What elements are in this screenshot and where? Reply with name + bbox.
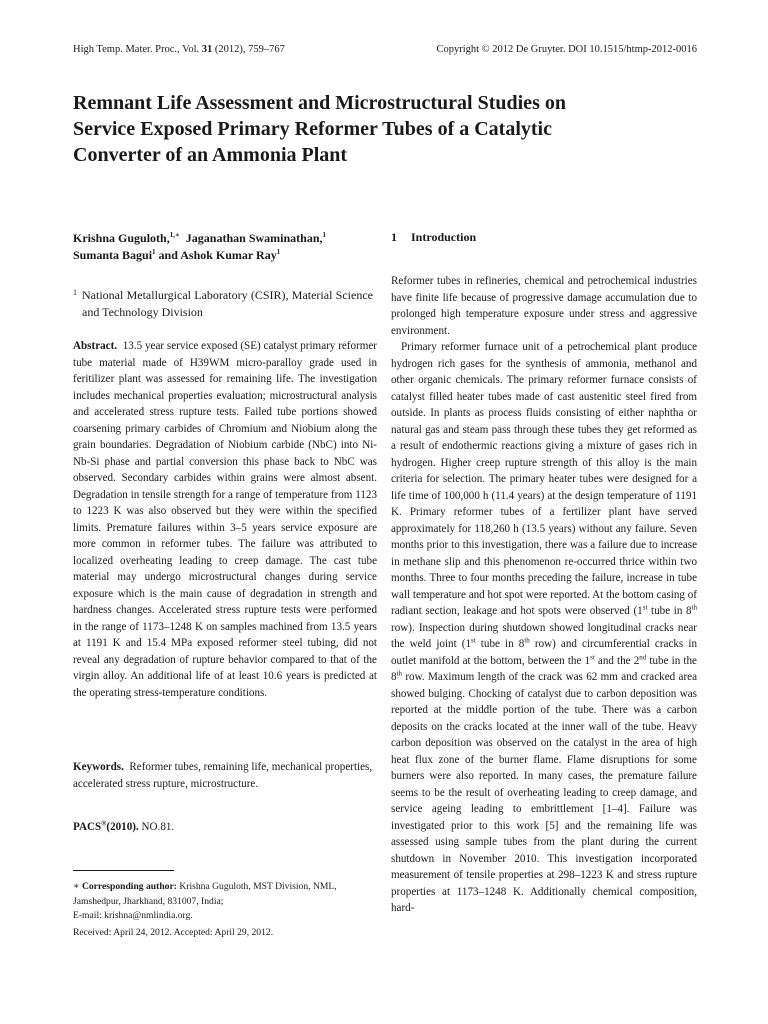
paper-title [73,90,703,168]
author-name: Krishna Guguloth, [73,231,170,245]
keywords [73,759,377,792]
affiliation-text: National Metallurgical Laboratory (CSIR), Material Science and Technology Division [82,288,373,319]
title-line: Service Exposed Primary Reformer Tubes of a Catalytic [73,118,552,140]
keywords-text: Reformer tubes, remaining life, mechanical properties, accelerated stress rupture, microstructure. [73,761,373,790]
received-accepted-dates: Received: April 24, 2012. Accepted: April 29, 2012. [73,927,274,938]
pacs-value: NO.81. [141,821,175,833]
journal-citation [73,44,285,55]
abstract [73,338,377,701]
pacs-year: (2010). [106,821,139,833]
intro-paragraph: Reformer tubes in refineries, chemical and petrochemical industries have finite life because of progressive damage accumulation due to prolonged high temperature exposure under stress and aggressive environment. [391,275,697,337]
author-affil-mark: 1 [152,248,156,256]
section-title: Introduction [411,230,477,244]
section-number: 1 [391,230,397,244]
journal-name: High Temp. Mater. Proc., Vol. [73,44,200,55]
author-name: Jaganathan Swaminathan, [185,231,323,245]
title-line: Remnant Life Assessment and Microstructural Studies on [73,92,566,114]
corresponding-author-footnote [73,880,383,924]
pacs-label: PACS [73,821,102,833]
author-name: Sumanta Bagui [73,248,153,262]
author-name: Ashok Kumar Ray [180,248,277,262]
pacs-code [73,819,377,836]
title-line: Converter of an Ammonia Plant [73,144,348,166]
journal-volume: 31 [201,44,213,55]
author-affil-mark: 1 [276,248,281,256]
registered-mark: ® [101,819,107,828]
affiliation-mark: 1 [73,288,77,297]
journal-year-pages: (2012), 759–767 [214,44,285,55]
author-conjunction: and [158,248,178,262]
section-heading [391,230,476,245]
abstract-label: Abstract. [73,340,118,352]
footnote-text: Jamshedpur, Jharkhand, 831007, India; [73,895,224,907]
abstract-text: 13.5 year service exposed (SE) catalyst primary reformer tube material made of H39WM micro-paralloy grade used in feritilizer plant was assessed for remaining life. The investigation includes mechanical properties evaluation; microstructural analysis and accelerated stress rupture tests. Failed tube portions showed coarsening primary carbides of Chromium and Niobium along the grain boundaries. Degradation of Niobium carbide (NbC) into Ni-Nb-Si phase and partial conversion this phase back to NbC was observed. Secondary carbides within grains were almost absent. Degradation in tensile strength for a range of temperature from 1123 to 1223 K was also observed but they were within the specified limits. Premature failures within 3–5 years service exposure are more common in reformer tubes. The failure was attributed to localized overheating leading to creep damage. The cast tube material may undergo microstructural changes during service exposure which is the main cause of degradation in strength and hardness changes. Accelerated stress rupture tests were performed in the range of 1173–1248 K on samples machined from 13.5 years at 1191 K and 15.4 MPa exposed reformer steel tubing, did not reveal any degradation of rupture behavior compared to that of the virgin alloy. An additional life of at least 10.6 years is predicted at the operating stress-temperature conditions. [73,340,377,699]
footnote-mark: ∗ [73,881,80,892]
footnote-text: Krishna Guguloth, MST Division, NML, [179,881,337,892]
author-affil-mark: 1,∗ [169,231,180,239]
footnote-email: E-mail: krishna@nmlindia.org. [73,910,193,922]
keywords-label: Keywords. [73,761,124,773]
intro-paragraph: Primary reformer furnace unit of a petrochemical plant produce hydrogen rich gases for the synthesis of ammonia, methanol and other organic chemicals. The primary reformer furnace consists of catalyst filled heater tubes made of cast austenitic steel fired from outside. In plants as process fluids consisting of either naphtha or natural gas and steam pass through these tubes they get reformed as a result of endothermic reactions giving a mixture of gases rich in hydrogen. Higher creep rupture strength of this alloy is the main criteria for selection. The primary heater tubes were designed for a life time of 100,000 h (11.4 years) at the design temperature of 1191 K. Primary reformer tubes of a fertilizer plant have served approximately for 118,260 h (13.5 years) without any failure. Seven months prior to this investigation, there was a failure due to increase in methane slip and this phenomenon re-occurred thrice within two months. Three to four months preceding the failure, increase in tube wall temperature and hot spot were reported. At the bottom casing of radiant section, leakage and hot spots were observed (1st tube in 8th row). Inspection during shutdown showed longitudinal cracks near the weld joint (1st tube in 8th row) and circumferential cracks in outlet manifold at the bottom, between the 1st and the 2nd tube in the 8th row. Maximum length of the crack was 62 mm and cracked area showed bulging. Chocking of catalyst due to carbon deposition was reported at the middle portion of the tube. There was a carbon deposits on the cracks located at the inner wall of the tube. Heavy carbon deposition was observed on the catalyst in the area of high heat flux zone of the burner flame. Flame disruptions for some burners were also reported. In many cases, the premature failure seems to be the result of overheating leading to creep damage, and service ageing leading to embrittlement [1–4]. Failure was investigated prior to this work [5] and the remaining life was assessed using sample tubes from the plant during the current shutdown in November 2010. This investigation incorporated measurement of tensile properties at 298–1223 K and stress rupture properties at 1173–1248 K. Additionally chemical composition, hard- [391,341,697,914]
author-list [73,230,373,264]
author-affil-mark: 1 [322,231,327,239]
copyright-doi: Copyright © 2012 De Gruyter. DOI 10.1515/htmp-2012-0016 [436,44,697,55]
introduction-body [391,273,697,917]
footnote-divider [73,870,174,871]
footnote-label: Corresponding author: [81,881,177,892]
affiliation [73,287,373,321]
